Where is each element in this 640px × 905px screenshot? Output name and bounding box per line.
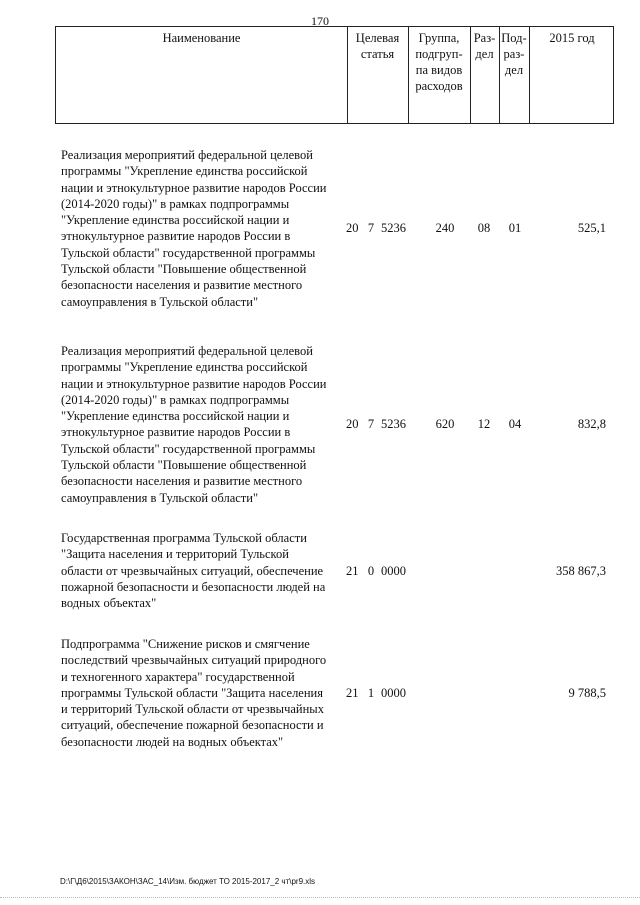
row-sum: 9 788,5 xyxy=(568,686,606,700)
row-target-code-2: 1 xyxy=(367,686,375,700)
row-podrazdel: 04 xyxy=(508,417,522,431)
row-sum: 832,8 xyxy=(577,417,606,431)
row-sum: 525,1 xyxy=(577,221,606,235)
header-group: Группа, подгруп- па видов расходов xyxy=(415,31,463,93)
row-razdel: 08 xyxy=(477,221,491,235)
header-year: 2015 год xyxy=(549,31,595,45)
header-target: Целевая статья xyxy=(355,31,400,61)
row-razdel: 12 xyxy=(477,417,491,431)
row-target-code-1: 20 xyxy=(346,417,359,431)
row-target-code-3: 0000 xyxy=(381,686,406,700)
row-target-code-2: 0 xyxy=(367,564,375,578)
row-group: 240 xyxy=(435,221,455,235)
row-target-code-1: 20 xyxy=(346,221,359,235)
header-podrazdel: Под- раз- дел xyxy=(501,31,527,77)
row-sum: 358 867,3 xyxy=(556,564,606,578)
row-name: Реализация мероприятий федеральной целевой программы "Укрепление единства российской нации и этнокультурное развитие народов России (2014-2020 годы)" в рамках подпрограммы "Укрепление единства российской нации и этнокультурное развитие народов России в Тульской области" государственной программы Тульской области "Повышение общественной безопасности населения и развитие местного самоуправления в Тульской области" xyxy=(61,344,327,505)
row-target-code-3: 5236 xyxy=(381,417,406,431)
row-target-code-3: 5236 xyxy=(381,221,406,235)
row-target-code-2: 7 xyxy=(367,221,375,235)
row-name: Государственная программа Тульской области "Защита населения и территорий Тульской области от чрезвычайных ситуаций, обеспечение пожарной безопасности и безопасности людей на водных объектах" xyxy=(61,531,326,611)
page-bottom-edge xyxy=(0,897,640,898)
header-razdel: Раз- дел xyxy=(473,31,496,61)
header-name: Наименование xyxy=(162,31,241,45)
row-name: Подпрограмма "Снижение рисков и смягчение последствий чрезвычайных ситуаций природного и техногенного характера" государственной программы Тульской области "Защита населения и территорий Тульской области от чрезвычайных ситуаций, обеспечение пожарной безопасности и безопасности людей на водных объектах" xyxy=(61,637,327,749)
row-target-code-1: 21 xyxy=(346,564,359,578)
row-podrazdel: 01 xyxy=(508,221,522,235)
page-number: 170 xyxy=(311,14,329,28)
row-target-code-1: 21 xyxy=(346,686,359,700)
row-group: 620 xyxy=(435,417,455,431)
file-path-footer: D:\Г\Д6\2015\ЗАКОН\ЗАС_14\Изм. бюджет ТО 2015-2017_2 чт\pr9.xls xyxy=(60,877,316,886)
row-target-code-2: 7 xyxy=(367,417,375,431)
row-target-code-3: 0000 xyxy=(381,564,406,578)
row-name: Реализация мероприятий федеральной целевой программы "Укрепление единства российской нации и этнокультурное развитие народов России (2014-2020 годы)" в рамках подпрограммы "Укрепление единства российской нации и этнокультурное развитие народов России в Тульской области" государственной программы Тульской области "Повышение общественной безопасности населения и развитие местного самоуправления в Тульской области" xyxy=(61,148,327,309)
table-header xyxy=(55,26,614,124)
